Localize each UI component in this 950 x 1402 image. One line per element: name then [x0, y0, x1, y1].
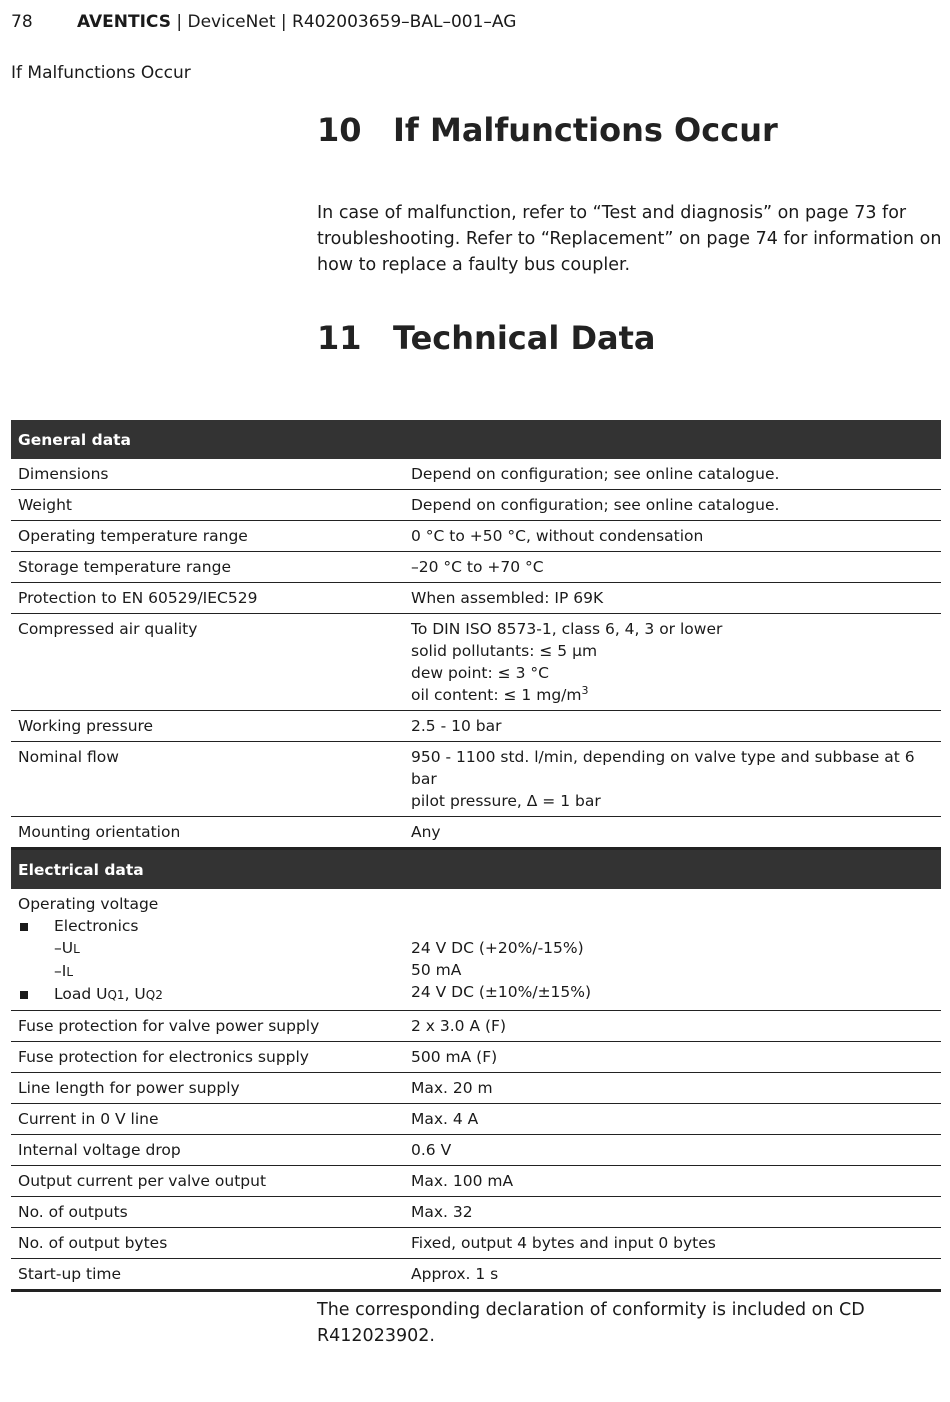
electrical-data-table: [11, 850, 941, 1292]
table-row: [11, 711, 941, 742]
load-value: 24 V DC (±10%/±15%): [411, 983, 592, 1001]
value-text: 950 - 1100 std. l/min, depending on valve type and subbase at 6 bar: [411, 748, 915, 788]
table-row: [11, 490, 941, 521]
value-line: [411, 684, 934, 706]
table-cell-value: Depend on configuration; see online catalogue.: [404, 459, 941, 490]
table-row: [11, 817, 941, 849]
chapter-number: 10: [317, 111, 362, 149]
table-cell-value: [404, 889, 941, 1011]
il-label: [18, 960, 397, 983]
value-text: solid pollutants: ≤ 5 µm: [411, 642, 598, 660]
table-row: [11, 552, 941, 583]
table-cell-label: Operating temperature range: [11, 521, 404, 552]
value-text: pilot pressure, Δ = 1 bar: [411, 792, 601, 810]
table-cell-label: No. of outputs: [11, 1197, 404, 1228]
value-text: oil content: ≤ 1 mg/m: [411, 686, 582, 704]
table-cell-value: [404, 742, 941, 817]
table-row: [11, 583, 941, 614]
table-row: [11, 889, 941, 1011]
table-cell-label: Dimensions: [11, 459, 404, 490]
load-subscript-1: Q1: [107, 988, 125, 1002]
table-row: [11, 1259, 941, 1291]
table-cell-label: Mounting orientation: [11, 817, 404, 849]
table-row: [11, 1073, 941, 1104]
conformity-note: The corresponding declaration of conformity is included on CD R412023902.: [317, 1300, 865, 1346]
ul-prefix: –U: [54, 939, 74, 957]
table-cell-value: Depend on configuration; see online catalogue.: [404, 490, 941, 521]
table-cell-value: 0.6 V: [404, 1135, 941, 1166]
table-cell-label: Current in 0 V line: [11, 1104, 404, 1135]
value-line: [411, 790, 934, 812]
table-cell-value: Max. 4 A: [404, 1104, 941, 1135]
bullet-icon: [18, 915, 54, 937]
chapter-11-heading: [317, 319, 656, 357]
table-cell-value: Max. 100 mA: [404, 1166, 941, 1197]
table-row: [11, 742, 941, 817]
table-heading: Electrical data: [11, 850, 941, 889]
load-separator: , U: [124, 985, 146, 1003]
value-text: dew point: ≤ 3 °C: [411, 664, 549, 682]
table-cell-label: Output current per valve output: [11, 1166, 404, 1197]
load-label: [54, 983, 163, 1006]
list-item: [18, 983, 397, 1006]
il-value: 50 mA: [411, 961, 462, 979]
table-cell-label: Protection to EN 60529/IEC529: [11, 583, 404, 614]
electronics-label: Electronics: [54, 917, 139, 935]
table-cell-label: Internal voltage drop: [11, 1135, 404, 1166]
value-line: [411, 662, 934, 684]
table-cell-value: 500 mA (F): [404, 1042, 941, 1073]
table-cell-label: Fuse protection for electronics supply: [11, 1042, 404, 1073]
il-subscript: L: [66, 965, 74, 979]
table-row: [11, 1166, 941, 1197]
table-cell-value: 2 x 3.0 A (F): [404, 1011, 941, 1042]
value-line: [411, 746, 934, 790]
table-row: [11, 1104, 941, 1135]
running-title: If Malfunctions Occur: [11, 63, 191, 83]
chapter-title: Technical Data: [393, 319, 656, 357]
chapter-title: If Malfunctions Occur: [393, 111, 778, 149]
table-cell-label: Compressed air quality: [11, 614, 404, 711]
load-prefix: Load U: [54, 985, 108, 1003]
table-cell-label: Working pressure: [11, 711, 404, 742]
table-heading: General data: [11, 420, 941, 459]
load-subscript-2: Q2: [145, 988, 163, 1002]
bullet-icon: [18, 983, 54, 1005]
value-line: [411, 618, 934, 640]
il-prefix: –I: [54, 962, 67, 980]
value-line: [411, 640, 934, 662]
brand-name: AVENTICS: [77, 12, 171, 32]
table-cell-label: Fuse protection for valve power supply: [11, 1011, 404, 1042]
table-cell-label: Nominal flow: [11, 742, 404, 817]
table-cell-label: [11, 889, 404, 1011]
table-row: [11, 1011, 941, 1042]
table-row: [11, 1042, 941, 1073]
table-row: [11, 1228, 941, 1259]
page-number: 78: [11, 12, 33, 32]
list-item: [18, 915, 397, 937]
table-cell-value: –20 °C to +70 °C: [404, 552, 941, 583]
chapter-10-heading: [317, 111, 778, 149]
ul-subscript: L: [73, 942, 80, 956]
table-row: [11, 1135, 941, 1166]
table-row: [11, 614, 941, 711]
table-cell-label: No. of output bytes: [11, 1228, 404, 1259]
table-row: [11, 459, 941, 490]
chapter-number: 11: [317, 319, 362, 357]
table-cell-label: Line length for power supply: [11, 1073, 404, 1104]
table-cell-value: 0 °C to +50 °C, without condensation: [404, 521, 941, 552]
table-cell-value: 2.5 - 10 bar: [404, 711, 941, 742]
operating-voltage-label: Operating voltage: [18, 895, 159, 913]
document-reference: | DeviceNet | R402003659–BAL–001–AG: [170, 12, 517, 32]
table-row: [11, 1197, 941, 1228]
table-cell-value: Max. 20 m: [404, 1073, 941, 1104]
table-cell-value: Max. 32: [404, 1197, 941, 1228]
table-cell-value: [404, 614, 941, 711]
table-cell-label: Start-up time: [11, 1259, 404, 1291]
general-data-table: [11, 420, 941, 850]
superscript: 3: [581, 683, 589, 697]
table-cell-value: Any: [404, 817, 941, 849]
malfunction-paragraph: In case of malfunction, refer to “Test and diagnosis” on page 73 for troubleshooting. Refer to “Replacement” on page 74 for information on how to replace a faulty bus coupler.: [317, 203, 942, 275]
table-cell-label: Weight: [11, 490, 404, 521]
ul-label: [18, 937, 397, 960]
table-row: [11, 521, 941, 552]
table-cell-value: Approx. 1 s: [404, 1259, 941, 1291]
table-cell-label: Storage temperature range: [11, 552, 404, 583]
ul-value: 24 V DC (+20%/-15%): [411, 939, 584, 957]
table-cell-value: When assembled: IP 69K: [404, 583, 941, 614]
page-header: [11, 12, 516, 32]
table-cell-value: Fixed, output 4 bytes and input 0 bytes: [404, 1228, 941, 1259]
value-text: To DIN ISO 8573-1, class 6, 4, 3 or lower: [411, 620, 723, 638]
